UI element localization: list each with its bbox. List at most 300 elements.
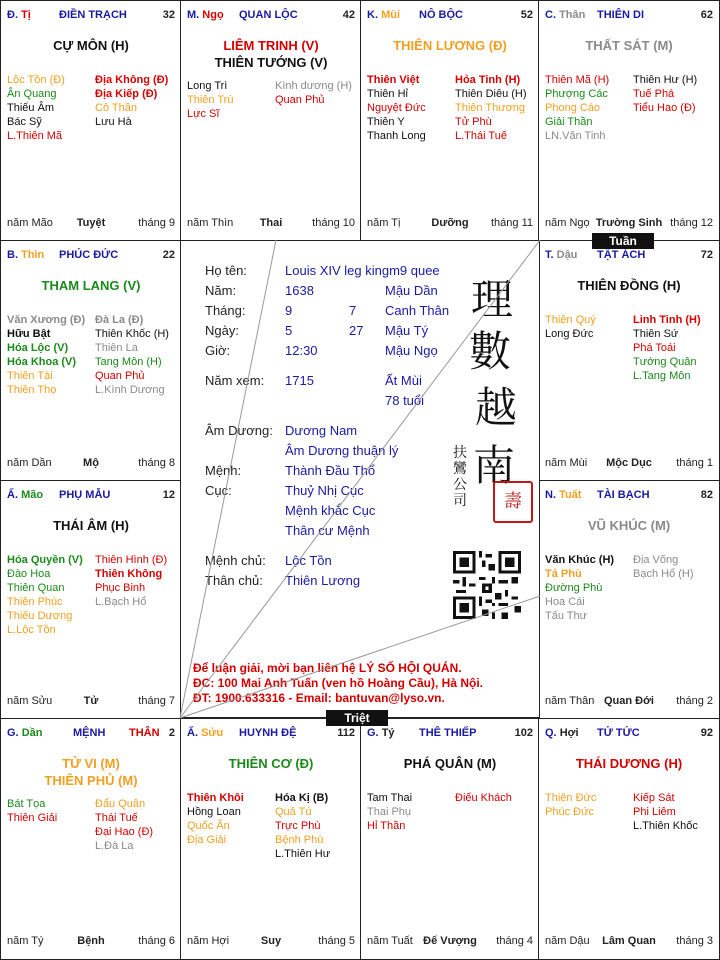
main-stars [539,37,719,54]
main-star: THIÊN TƯỚNG (V) [214,55,328,70]
footer-month: tháng 3 [676,935,713,947]
footer-stage: Trường Sinh [595,217,663,229]
minor-star: Long Trì [187,80,228,92]
minor-star: Địa Không (Đ) [95,74,169,86]
main-stars [539,517,719,534]
minor-star: Long Đức [545,328,594,340]
branch-name: Mão [21,489,44,501]
footer-month: tháng 6 [138,935,175,947]
minor-stars-right [275,79,361,107]
minor-star: Lộc Tồn (Đ) [7,74,65,86]
branch-name: Ngọ [202,9,224,21]
palace-branch [545,9,585,21]
minor-stars-right [275,791,361,861]
branch-name: Thìn [21,249,45,261]
minor-star: Thiếu Dương [7,610,73,622]
main-star: THIÊN ĐỒNG (H) [577,278,681,293]
minor-stars-right [633,791,719,833]
palace-header [545,249,713,263]
footer-month: tháng 10 [312,217,355,229]
minor-star: Thiên Khôi [187,792,244,804]
minor-star: L.Bạch Hổ [95,596,147,608]
palace-number: 92 [700,727,713,739]
minor-star: Địa Giải [187,834,227,846]
contact-line-1: Để luận giải, mời bạn liên hệ LÝ SỐ HỘI QUÁN. [193,661,462,675]
footer-month: tháng 5 [318,935,355,947]
minor-star: L.Thiên Hư [275,848,331,860]
minor-star: Phượng Các [545,88,608,100]
minor-star: Thiên Mã (H) [545,74,610,86]
ngay-label: Ngày: [205,323,239,338]
palace-number: 102 [514,727,533,739]
minor-star: Hóa Khoa (V) [7,356,77,368]
than-palace-marker: THÂN [129,727,160,739]
minor-stars-left [545,791,631,819]
palace-name: TẬT ÁCH [597,249,646,261]
minor-star: LN.Văn Tinh [545,130,606,142]
triet-marker: Triệt [326,710,388,726]
minor-stars-left [545,553,631,623]
signature-char: 司 [453,493,467,509]
minor-stars-right [633,553,719,581]
than-chu-value: Thiên Lương [285,573,361,588]
minor-star: Hoa Cái [545,596,585,608]
minor-star: Phúc Đức [545,806,594,818]
palace-header [545,9,713,23]
minor-star: Thiên Hình (Đ) [95,554,168,566]
footer-month: tháng 2 [676,695,713,707]
tuoi-value: 78 tuổi [385,393,425,408]
gio-value: 12:30 [285,343,318,358]
branch-stem: Ấ. [7,489,18,501]
footer-stage: Tuyệt [76,217,106,229]
footer-stage: Bệnh [77,935,105,947]
palace-footer [187,935,355,949]
nam-xem-can-chi: Ất Mùi [385,373,422,388]
menh-label: Mệnh: [205,463,242,478]
palace-footer [545,695,713,709]
palace-branch [7,727,42,739]
branch-stem: Đ. [7,9,18,21]
palace-footer [7,457,175,471]
minor-stars-right [455,73,540,143]
signature-text [453,445,469,509]
minor-star: Bệnh Phù [275,834,324,846]
palace-name: NÔ BỘC [419,9,463,21]
ho-ten-value: Louis XIV leg kingm9 quee [285,263,440,278]
minor-star: Thanh Long [367,130,426,142]
main-star: THIÊN PHỦ (M) [44,773,138,788]
minor-star: Thiên Y [367,116,405,128]
footer-month: tháng 9 [138,217,175,229]
main-star: THIÊN LƯƠNG (Đ) [393,38,507,53]
gio-can-chi: Mậu Ngọ [385,343,438,358]
minor-star: Hóa Kị (B) [275,792,329,804]
palace-header [7,249,175,263]
minor-star: Thiên Giải [7,812,58,824]
minor-star: Văn Xương (Đ) [7,314,86,326]
branch-stem: M. [187,9,200,21]
palace-tu-tuc [538,718,720,960]
palace-footer [545,935,713,949]
footer-year: năm Thân [545,695,595,707]
main-stars [1,755,181,789]
palace-name: PHÚC ĐỨC [59,249,119,261]
minor-star: Thiên La [95,342,138,354]
minor-stars-right [633,73,719,115]
minor-star: Thiên Đức [545,792,597,804]
palace-name: TỬ TỨC [597,727,640,739]
minor-star: Cô Thần [95,102,137,114]
cuc-relation: Mệnh khắc Cục [285,503,376,518]
minor-star: Lực Sĩ [187,108,220,120]
branch-stem: Ấ. [187,727,198,739]
minor-stars-right [455,791,540,805]
main-star: PHÁ QUÂN (M) [403,756,497,771]
palace-branch [7,249,44,261]
footer-year: năm Dậu [545,935,590,947]
am-duong-ly: Âm Dương thuận lý [285,443,399,458]
palace-thien-di [538,0,720,242]
minor-star: Thiên Phúc [7,596,63,608]
palace-name: TÀI BẠCH [597,489,650,501]
minor-star: Thiên Thương [455,102,526,114]
ho-ten-label: Họ tên: [205,263,247,278]
palace-number: 62 [700,9,713,21]
palace-number: 112 [337,727,355,739]
minor-star: Nguyệt Đức [367,102,426,114]
palace-name: THIÊN DI [597,9,645,21]
palace-number: 72 [700,249,713,261]
minor-star: L.Lộc Tồn [7,624,56,636]
palace-footer [7,935,175,949]
nam-xem-label: Năm xem: [205,373,265,388]
main-star: THẤT SÁT (M) [585,38,673,53]
minor-star: Đường Phù [545,582,603,594]
minor-star: Thiên Hư (H) [633,74,698,86]
minor-star: Kình dương (H) [275,80,352,92]
ngay-can-chi: Mậu Tý [385,323,429,338]
footer-stage: Suy [260,935,282,947]
palace-quan-loc [180,0,362,242]
minor-star: Địa Kiếp (Đ) [95,88,158,100]
palace-tat-ach [538,240,720,482]
palace-footer [7,217,175,231]
branch-stem: K. [367,9,378,21]
branch-name: Tý [381,727,395,739]
footer-month: tháng 7 [138,695,175,707]
minor-star: Thiên Thọ [7,384,57,396]
minor-star: L.Kình Dương [95,384,165,396]
palace-branch [7,9,31,21]
minor-star: Hữu Bật [7,328,51,340]
minor-star: L.Thiên Khốc [633,820,698,832]
palace-branch [545,727,579,739]
minor-star: Đẩu Quân [95,798,146,810]
minor-star: Tiểu Hao (Đ) [633,102,696,114]
minor-star: Quả Tú [275,806,312,818]
ngay-solar: 5 [285,323,293,338]
minor-star: Đào Hoa [7,568,51,580]
palace-menh [0,718,182,960]
footer-year: năm Ngọ [545,217,590,229]
main-stars [1,277,181,294]
minor-star: Hóa Quyền (V) [7,554,83,566]
minor-stars-left [545,73,631,143]
palace-tai-bach [538,480,720,720]
main-stars [1,37,181,54]
minor-stars-left [7,797,93,825]
minor-stars-left [7,553,93,637]
minor-stars-left [7,73,93,143]
footer-stage: Quan Đới [604,695,654,707]
palace-number: 12 [162,489,175,501]
palace-header [187,9,355,23]
footer-year: năm Mão [7,217,53,229]
palace-dien-trach [0,0,182,242]
branch-stem: T. [545,249,554,261]
minor-stars-left [187,79,273,121]
palace-header [367,9,533,23]
menh-chu-label: Mệnh chủ: [205,553,266,568]
minor-star: Tử Phù [455,116,492,128]
footer-month: tháng 1 [676,457,713,469]
minor-star: L.Tang Môn [633,370,691,382]
minor-stars-left [367,73,453,143]
main-star: THAM LANG (V) [41,278,141,293]
minor-star: Đà La (Đ) [95,314,144,326]
minor-star: Thiên Hỉ [367,88,408,100]
palace-branch [545,249,577,261]
branch-name: Mùi [381,9,401,21]
cuc-value: Thuỷ Nhị Cục [285,483,364,498]
palace-footer [545,217,713,231]
menh-value: Thành Đầu Thổ [285,463,376,478]
red-seal-stamp: 壽 [493,481,533,523]
palace-name: PHỤ MẪU [59,489,111,501]
minor-star: Giải Thần [545,116,593,128]
thang-label: Tháng: [205,303,246,318]
minor-star: Thiếu Âm [7,102,55,114]
calligraphy-char-3: 越 [475,383,518,432]
minor-star: Hồng Loan [187,806,241,818]
minor-star: Bác Sỹ [7,116,42,128]
main-star: THÁI ÂM (H) [53,518,129,533]
minor-star: Thai Phụ [367,806,412,818]
tuan-marker: Tuần [592,233,654,249]
minor-star: Tang Môn (H) [95,356,162,368]
minor-star: Bạch Hổ (H) [633,568,694,580]
palace-branch [367,9,400,21]
contact-line-2: ĐC: 100 Mai Anh Tuấn (ven hồ Hoàng Cầu), Hà Nội. [193,676,484,690]
ngay-lunar: 27 [349,323,364,338]
branch-stem: Q. [545,727,557,739]
minor-star: Hỉ Thần [367,820,406,832]
minor-stars-right [95,73,181,129]
main-star: TỬ VI (M) [62,756,120,771]
minor-star: Tả Phù [545,568,582,580]
main-stars [181,755,361,772]
footer-stage: Thai [259,217,283,229]
minor-star: Phong Cáo [545,102,601,114]
signature-char: 公 [453,477,467,493]
minor-star: Đại Hao (Đ) [95,826,154,838]
thang-solar: 9 [285,303,293,318]
palace-header [367,727,533,741]
main-stars [1,517,181,534]
minor-star: Phi Liêm [633,806,676,818]
minor-stars-left [545,313,631,341]
palace-footer [367,217,533,231]
palace-header [187,727,355,741]
minor-stars-right [95,797,181,853]
minor-star: Điếu Khách [455,792,512,804]
minor-stars-left [187,791,273,847]
branch-stem: B. [7,249,18,261]
minor-star: Thiên Diêu (H) [455,88,527,100]
footer-stage: Lâm Quan [602,935,656,947]
am-duong-label: Âm Dương: [205,423,273,438]
minor-star: Thiên Khốc (H) [95,328,169,340]
footer-year: năm Tị [367,217,401,229]
minor-star: Hỏa Tinh (H) [455,74,521,86]
branch-name: Thân [559,9,586,21]
footer-stage: Dưỡng [431,217,469,229]
calligraphy-char-1: 理 [471,275,514,324]
minor-stars-left [7,313,93,397]
palace-number: 42 [342,9,355,21]
minor-star: Văn Khúc (H) [545,554,615,566]
main-star: THÁI DƯƠNG (H) [575,756,683,771]
minor-star: Thiên Không [95,568,163,580]
minor-stars-right [95,553,181,609]
palace-name: THÊ THIẾP [419,727,477,739]
footer-month: tháng 8 [138,457,175,469]
minor-star: Thiên Quan [7,582,65,594]
footer-month: tháng 11 [490,217,533,229]
branch-name: Sửu [201,727,224,739]
minor-stars-right [633,313,719,383]
branch-name: Hợi [559,727,579,739]
gio-label: Giờ: [205,343,231,358]
main-stars [181,37,361,71]
minor-star: Thiên Việt [367,74,420,86]
footer-year: năm Thìn [187,217,234,229]
minor-star: Quốc Ấn [187,820,230,832]
palace-footer [187,217,355,231]
palace-header [545,489,713,503]
branch-name: Dần [21,727,43,739]
calligraphy-char-2: 數 [469,327,512,376]
than-cu: Thân cư Mệnh [285,523,370,538]
main-star: CỰ MÔN (H) [53,38,129,53]
minor-star: Thiên Trù [187,94,234,106]
minor-star: Kiếp Sát [633,792,675,804]
palace-no-boc [360,0,540,242]
qr-code-icon [453,551,521,619]
palace-the-thiep [360,718,540,960]
footer-stage: Mộ [83,457,99,469]
main-star: LIÊM TRINH (V) [223,38,319,53]
palace-number: 2 [168,727,175,739]
palace-number: 22 [162,249,175,261]
nam-xem-value: 1715 [285,373,314,388]
minor-star: Phá Toái [633,342,676,354]
nam-label: Năm: [205,283,237,298]
palace-branch [367,727,395,739]
footer-year: năm Tuất [367,935,413,947]
minor-star: Hóa Lộc (V) [7,342,69,354]
palace-number: 52 [520,9,533,21]
footer-stage: Tử [83,695,99,707]
main-star: THIÊN CƠ (Đ) [228,756,314,771]
palace-number: 32 [162,9,175,21]
minor-star: Tuế Phá [633,88,675,100]
main-stars [361,755,539,772]
signature-char: 鸞 [453,461,467,477]
footer-year: năm Mùi [545,457,588,469]
minor-star: Phục Binh [95,582,146,594]
palace-name: QUAN LỘC [239,9,298,21]
palace-footer [7,695,175,709]
footer-year: năm Dần [7,457,52,469]
palace-header [7,489,175,503]
palace-branch [187,9,224,21]
signature-char: 扶 [453,445,467,461]
palace-number: 82 [700,489,713,501]
nam-can-chi: Mậu Dần [385,283,438,298]
footer-year: năm Sửu [7,695,53,707]
minor-star: Quan Phủ [275,94,325,106]
minor-star: Thiên Sứ [633,328,679,340]
palace-header [7,727,175,741]
palace-footer [367,935,533,949]
palace-huynh-de [180,718,362,960]
minor-star: L.Thái Tuế [455,130,507,142]
minor-stars-left [367,791,453,833]
calligraphy-char-4: 南 [473,441,516,490]
thang-lunar: 7 [349,303,357,318]
footer-stage: Mộc Dục [606,457,652,469]
branch-name: Dậu [556,249,578,261]
minor-star: Thiên Quý [545,314,596,326]
minor-stars-right [95,313,181,397]
branch-stem: G. [7,727,19,739]
minor-star: Thái Tuế [95,812,138,824]
footer-month: tháng 4 [496,935,533,947]
minor-star: Lưu Hà [95,116,132,128]
cuc-label: Cục: [205,483,232,498]
minor-star: Linh Tinh (H) [633,314,701,326]
thang-can-chi: Canh Thân [385,303,450,318]
minor-star: Tướng Quân [633,356,697,368]
palace-name: ĐIỀN TRẠCH [59,9,127,21]
contact-info [193,661,483,706]
than-chu-label: Thân chủ: [205,573,263,588]
palace-footer [545,457,713,471]
branch-stem: C. [545,9,556,21]
minor-star: Trực Phù [275,820,321,832]
palace-header [545,727,713,741]
palace-branch [7,489,43,501]
footer-year: năm Tý [7,935,44,947]
minor-star: L.Thiên Mã [7,130,63,142]
main-stars [539,755,719,772]
palace-phuc-duc [0,240,182,482]
minor-star: Ân Quang [7,88,57,100]
footer-stage: Đế Vượng [423,935,477,947]
minor-star: Bát Tọa [7,798,46,810]
